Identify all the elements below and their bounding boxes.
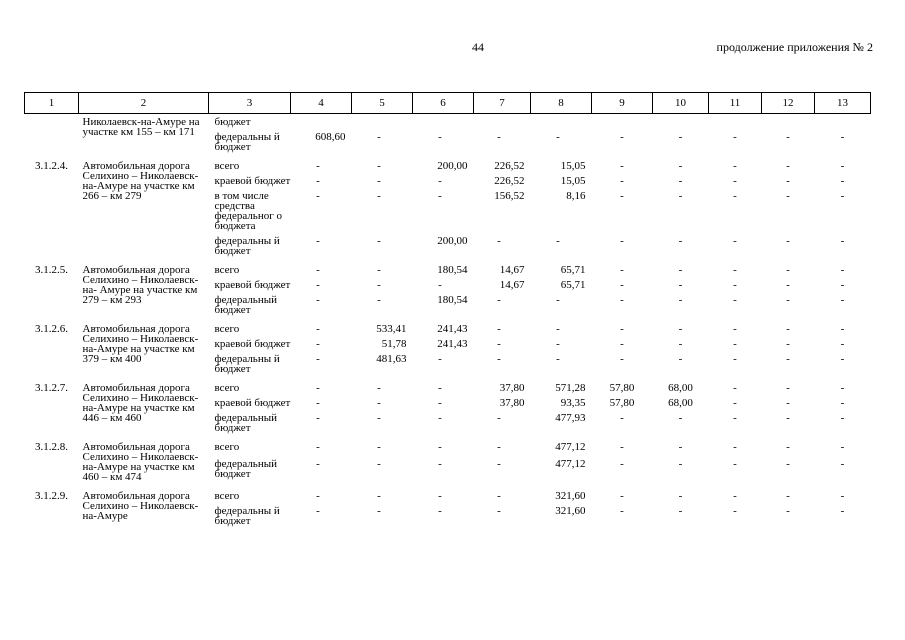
value-cell: - bbox=[316, 294, 320, 306]
value-cell: - bbox=[840, 338, 845, 350]
value-cell: - bbox=[377, 412, 381, 424]
item-code: 3.1.2.8. bbox=[35, 441, 68, 453]
funding-source: федеральны й бюджет bbox=[214, 131, 280, 153]
value-cell: 15,05 bbox=[560, 175, 586, 187]
value-cell: - bbox=[438, 353, 442, 365]
value-cell: - bbox=[620, 294, 624, 306]
table-row bbox=[25, 258, 871, 277]
value-cell: - bbox=[556, 131, 560, 143]
value-cell bbox=[709, 114, 762, 130]
column-header: 11 bbox=[709, 93, 762, 114]
value-cell: - bbox=[377, 175, 381, 187]
value-cell: - bbox=[733, 412, 737, 424]
value-cell: 68,00 bbox=[668, 382, 693, 394]
funding-source: в том числе средства федеральног о бюджета bbox=[214, 190, 282, 232]
value-cell: 180,54 bbox=[437, 264, 468, 276]
value-cell: - bbox=[377, 160, 381, 172]
value-cell: - bbox=[438, 382, 442, 394]
value-cell: 200,00 bbox=[437, 160, 468, 172]
value-cell: - bbox=[316, 441, 320, 453]
value-cell: - bbox=[733, 175, 737, 187]
value-cell: 477,93 bbox=[555, 412, 586, 424]
value-cell: - bbox=[620, 264, 624, 276]
value-cell: - bbox=[678, 323, 683, 335]
value-cell: 14,67 bbox=[499, 279, 525, 291]
item-code: 3.1.2.9. bbox=[35, 490, 68, 502]
item-name: Автомобильная дорога Селихино – Николаевск-на-Амуре на участке км 446 – км 460 bbox=[82, 382, 199, 424]
value-cell: - bbox=[678, 353, 683, 365]
value-cell: - bbox=[733, 160, 737, 172]
value-cell: - bbox=[316, 175, 320, 187]
value-cell: - bbox=[316, 397, 320, 409]
value-cell: - bbox=[497, 441, 501, 453]
column-header: 4 bbox=[291, 93, 352, 114]
value-cell: - bbox=[786, 412, 790, 424]
value-cell: - bbox=[733, 323, 737, 335]
value-cell: - bbox=[620, 441, 624, 453]
value-cell: - bbox=[786, 353, 790, 365]
value-cell: 65,71 bbox=[560, 264, 586, 276]
column-header: 9 bbox=[592, 93, 653, 114]
value-cell: - bbox=[733, 490, 737, 502]
value-cell: - bbox=[438, 458, 442, 471]
funding-source: федеральный бюджет bbox=[214, 412, 277, 434]
table-row bbox=[25, 154, 871, 173]
value-cell: 51,78 bbox=[381, 338, 407, 350]
value-cell: - bbox=[678, 235, 683, 247]
value-cell: - bbox=[316, 323, 320, 335]
value-cell: - bbox=[377, 505, 381, 517]
item-code: 3.1.2.6. bbox=[35, 323, 68, 335]
value-cell: - bbox=[556, 353, 560, 365]
value-cell: 200,00 bbox=[437, 235, 468, 247]
value-cell: - bbox=[678, 441, 683, 453]
funding-source: федеральный бюджет bbox=[214, 294, 277, 316]
value-cell bbox=[592, 114, 653, 130]
value-cell: - bbox=[316, 264, 320, 276]
value-cell: - bbox=[786, 458, 790, 471]
value-cell: - bbox=[620, 175, 624, 187]
value-cell: 477,12 bbox=[555, 441, 586, 453]
financing-table bbox=[24, 92, 871, 528]
value-cell: - bbox=[678, 412, 683, 424]
value-cell: 608,60 bbox=[315, 131, 346, 143]
value-cell: - bbox=[786, 264, 790, 276]
value-cell: - bbox=[840, 397, 845, 409]
value-cell: - bbox=[438, 505, 442, 517]
value-cell: - bbox=[316, 412, 320, 424]
value-cell: - bbox=[733, 279, 737, 291]
value-cell: - bbox=[733, 441, 737, 453]
value-cell: 65,71 bbox=[560, 279, 586, 291]
column-header: 2 bbox=[79, 93, 209, 114]
value-cell: - bbox=[786, 490, 790, 502]
value-cell: - bbox=[733, 131, 737, 143]
value-cell: 226,52 bbox=[494, 175, 525, 187]
value-cell: - bbox=[438, 441, 442, 453]
value-cell: - bbox=[620, 505, 624, 517]
value-cell: 68,00 bbox=[668, 397, 693, 409]
value-cell: - bbox=[438, 190, 442, 202]
value-cell: - bbox=[840, 279, 845, 291]
value-cell: - bbox=[316, 505, 320, 517]
value-cell: - bbox=[438, 397, 442, 409]
value-cell: - bbox=[438, 490, 442, 502]
value-cell: - bbox=[786, 235, 790, 247]
item-name: Автомобильная дорога Селихино – Николаевск-на-Амуре bbox=[82, 490, 199, 522]
funding-source: всего bbox=[214, 490, 240, 502]
value-cell: - bbox=[316, 279, 320, 291]
value-cell: - bbox=[316, 235, 320, 247]
item-name: Автомобильная дорога Селихино – Николаевск-на-Амуре на участке км 460 – км 474 bbox=[82, 441, 199, 483]
value-cell: - bbox=[786, 175, 790, 187]
value-cell: - bbox=[840, 458, 845, 471]
value-cell: - bbox=[377, 490, 381, 502]
column-header: 1 bbox=[25, 93, 79, 114]
value-cell bbox=[474, 114, 531, 130]
item-code: 3.1.2.7. bbox=[35, 382, 68, 394]
value-cell: - bbox=[556, 338, 560, 350]
column-header: 7 bbox=[474, 93, 531, 114]
value-cell: 180,54 bbox=[437, 294, 468, 306]
funding-source: федеральны й бюджет bbox=[214, 353, 280, 375]
value-cell: - bbox=[620, 490, 624, 502]
value-cell: - bbox=[786, 294, 790, 306]
value-cell: - bbox=[620, 131, 624, 143]
value-cell: - bbox=[377, 441, 381, 453]
value-cell: 533,41 bbox=[376, 323, 407, 335]
value-cell: - bbox=[678, 190, 683, 202]
value-cell: 37,80 bbox=[499, 397, 525, 409]
value-cell bbox=[762, 114, 815, 130]
value-cell bbox=[352, 114, 413, 130]
table-row bbox=[25, 317, 871, 336]
value-cell: - bbox=[840, 235, 845, 247]
item-name: Николаевск-на-Амуре на участке км 155 – км 171 bbox=[82, 116, 200, 138]
value-cell: - bbox=[840, 505, 845, 517]
value-cell bbox=[531, 114, 592, 130]
value-cell: - bbox=[497, 505, 501, 517]
value-cell: - bbox=[840, 412, 845, 424]
value-cell: - bbox=[840, 353, 845, 365]
column-header: 3 bbox=[209, 93, 291, 114]
value-cell: - bbox=[678, 458, 683, 471]
value-cell: - bbox=[678, 160, 683, 172]
column-header: 10 bbox=[653, 93, 709, 114]
funding-source: всего bbox=[214, 160, 240, 172]
value-cell: - bbox=[733, 235, 737, 247]
funding-source: всего bbox=[214, 264, 240, 276]
value-cell: - bbox=[678, 175, 683, 187]
continuation-note: продолжение приложения № 2 bbox=[716, 40, 873, 54]
value-cell: - bbox=[678, 131, 683, 143]
value-cell: - bbox=[620, 412, 624, 424]
value-cell: 57,80 bbox=[609, 397, 635, 409]
column-header: 13 bbox=[815, 93, 871, 114]
value-cell: - bbox=[620, 160, 624, 172]
value-cell: - bbox=[438, 412, 442, 424]
value-cell: - bbox=[556, 294, 560, 306]
value-cell: - bbox=[840, 131, 845, 143]
value-cell: - bbox=[316, 458, 320, 471]
value-cell: 226,52 bbox=[494, 160, 525, 172]
item-code: 3.1.2.4. bbox=[35, 160, 68, 172]
value-cell: - bbox=[733, 458, 737, 471]
item-code bbox=[25, 114, 79, 155]
value-cell: - bbox=[678, 279, 683, 291]
table-row bbox=[25, 376, 871, 395]
value-cell: - bbox=[620, 190, 624, 202]
value-cell: - bbox=[733, 382, 737, 394]
value-cell: - bbox=[786, 441, 790, 453]
value-cell: 93,35 bbox=[560, 397, 586, 409]
value-cell: 57,80 bbox=[609, 382, 635, 394]
value-cell: 571,28 bbox=[555, 382, 586, 394]
value-cell: - bbox=[840, 175, 845, 187]
value-cell: - bbox=[377, 264, 381, 276]
value-cell: - bbox=[840, 490, 845, 502]
value-cell: - bbox=[497, 131, 501, 143]
value-cell: - bbox=[678, 505, 683, 517]
value-cell: - bbox=[497, 490, 501, 502]
column-header: 12 bbox=[762, 93, 815, 114]
funding-source: федеральны й бюджет bbox=[214, 505, 280, 527]
value-cell bbox=[413, 114, 474, 130]
value-cell: 477,12 bbox=[555, 458, 586, 471]
value-cell: 241,43 bbox=[437, 323, 468, 335]
item-name: Автомобильная дорога Селихино – Николаевск-на- Амуре на участке км 279 – км 293 bbox=[82, 264, 199, 306]
value-cell: 481,63 bbox=[376, 353, 407, 365]
value-cell: - bbox=[377, 294, 381, 306]
value-cell: - bbox=[377, 190, 381, 202]
value-cell: - bbox=[497, 338, 501, 350]
funding-source: краевой бюджет bbox=[214, 175, 291, 187]
value-cell: - bbox=[620, 353, 624, 365]
value-cell: - bbox=[316, 353, 320, 365]
value-cell: - bbox=[678, 338, 683, 350]
value-cell: - bbox=[377, 279, 381, 291]
value-cell: - bbox=[497, 412, 501, 424]
funding-source: бюджет bbox=[214, 116, 251, 128]
value-cell: - bbox=[377, 458, 381, 471]
item-name: Автомобильная дорога Селихино – Николаевск-на-Амуре на участке км 379 – км 400 bbox=[82, 323, 199, 365]
value-cell: - bbox=[497, 353, 501, 365]
table-row bbox=[25, 114, 871, 130]
funding-source: федеральный бюджет bbox=[214, 458, 277, 481]
value-cell: - bbox=[316, 338, 320, 350]
value-cell: - bbox=[786, 338, 790, 350]
table-row bbox=[25, 435, 871, 456]
value-cell: - bbox=[786, 131, 790, 143]
funding-source: краевой бюджет bbox=[214, 279, 291, 291]
value-cell: - bbox=[316, 190, 320, 202]
value-cell: 321,60 bbox=[555, 505, 586, 517]
value-cell: 321,60 bbox=[555, 490, 586, 502]
item-name: Автомобильная дорога Селихино – Николаевск-на-Амуре на участке км 266 – км 279 bbox=[82, 160, 199, 202]
value-cell: 37,80 bbox=[499, 382, 525, 394]
value-cell: - bbox=[786, 505, 790, 517]
column-number-row bbox=[25, 93, 871, 114]
item-code: 3.1.2.5. bbox=[35, 264, 68, 276]
value-cell: - bbox=[497, 458, 501, 471]
funding-source: краевой бюджет bbox=[214, 397, 291, 409]
value-cell: - bbox=[733, 353, 737, 365]
value-cell: - bbox=[840, 382, 845, 394]
value-cell: - bbox=[620, 235, 624, 247]
value-cell: - bbox=[316, 490, 320, 502]
value-cell: - bbox=[316, 160, 320, 172]
value-cell: - bbox=[786, 323, 790, 335]
value-cell: - bbox=[733, 190, 737, 202]
value-cell: - bbox=[556, 235, 560, 247]
value-cell: - bbox=[840, 160, 845, 172]
value-cell: - bbox=[556, 323, 560, 335]
value-cell: - bbox=[377, 397, 381, 409]
value-cell: - bbox=[438, 175, 442, 187]
value-cell: 241,43 bbox=[437, 338, 468, 350]
funding-source: федеральны й бюджет bbox=[214, 235, 280, 257]
value-cell: - bbox=[840, 441, 845, 453]
value-cell: - bbox=[840, 323, 845, 335]
value-cell: - bbox=[733, 397, 737, 409]
value-cell: - bbox=[733, 294, 737, 306]
value-cell: - bbox=[840, 294, 845, 306]
value-cell: 8,16 bbox=[566, 190, 586, 202]
value-cell: - bbox=[678, 264, 683, 276]
funding-source: всего bbox=[214, 441, 240, 453]
value-cell: - bbox=[786, 160, 790, 172]
value-cell: - bbox=[438, 279, 442, 291]
value-cell: - bbox=[733, 264, 737, 276]
value-cell: - bbox=[497, 323, 501, 335]
column-header: 5 bbox=[352, 93, 413, 114]
table-body bbox=[25, 114, 871, 529]
value-cell: - bbox=[733, 505, 737, 517]
value-cell: - bbox=[620, 323, 624, 335]
value-cell: 15,05 bbox=[560, 160, 586, 172]
value-cell: - bbox=[377, 131, 381, 143]
value-cell: - bbox=[377, 382, 381, 394]
value-cell: - bbox=[840, 190, 845, 202]
value-cell: - bbox=[733, 338, 737, 350]
funding-source: всего bbox=[214, 323, 240, 335]
value-cell: - bbox=[497, 235, 501, 247]
value-cell: - bbox=[786, 397, 790, 409]
value-cell: 156,52 bbox=[494, 190, 525, 202]
value-cell: - bbox=[377, 235, 381, 247]
value-cell: - bbox=[497, 294, 501, 306]
column-header: 8 bbox=[531, 93, 592, 114]
value-cell: - bbox=[438, 131, 442, 143]
value-cell bbox=[291, 114, 352, 130]
column-header: 6 bbox=[413, 93, 474, 114]
funding-source: краевой бюджет bbox=[214, 338, 291, 350]
value-cell: - bbox=[620, 279, 624, 291]
value-cell: - bbox=[840, 264, 845, 276]
page-number: 44 bbox=[472, 40, 484, 54]
value-cell: - bbox=[316, 382, 320, 394]
value-cell: - bbox=[678, 294, 683, 306]
funding-source: всего bbox=[214, 382, 240, 394]
value-cell: - bbox=[678, 490, 683, 502]
table-row bbox=[25, 484, 871, 503]
value-cell bbox=[815, 114, 871, 130]
value-cell: - bbox=[620, 458, 624, 471]
value-cell: - bbox=[786, 190, 790, 202]
value-cell: - bbox=[620, 338, 624, 350]
value-cell: 14,67 bbox=[499, 264, 525, 276]
value-cell: - bbox=[786, 382, 790, 394]
value-cell: - bbox=[786, 279, 790, 291]
value-cell bbox=[653, 114, 709, 130]
